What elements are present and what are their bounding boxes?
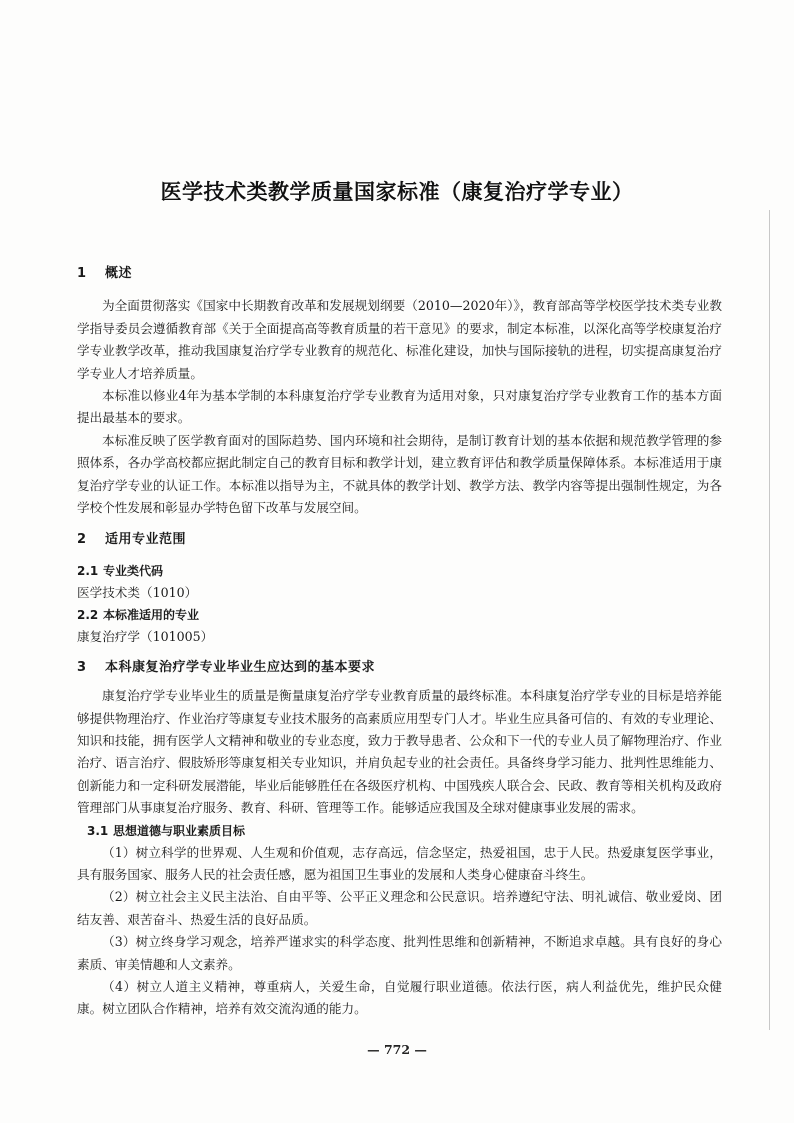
section-2-title: 适用专业范围 [105,532,187,548]
page-number: — 772 — [367,1042,427,1057]
section-1-paragraph-2: 本标准以修业4年为基本学制的本科康复治疗学专业教育为适用对象，只对康复治疗学专业教育工作的基本方面提出最基本的要求。 [77,388,722,426]
section-2-2-title: 本标准适用的专业 [103,608,200,623]
section-2-1-heading [77,560,722,582]
scan-edge-line [769,210,770,1030]
section-1-number: 1 [77,266,87,281]
section-3-intro: 康复治疗学专业毕业生的质量是衡量康复治疗学专业教育质量的最终标准。本科康复治疗学专业的目标是培养能够提供物理治疗、作业治疗等康复专业技术服务的高素质应用型专门人才。毕业生应具备可信的、有效的专业理论、知识和技能，拥有医学人文精神和敬业的专业态度，致力于教导患者、公众和下一代的专业人员了解物理治疗、作业治疗、语言治疗、假肢矫形等康复相关专业知识，并肩负起专业的社会责任。具备终身学习能力、批判性思维能力、创新能力和一定科研发展潜能，毕业后能够胜任在各级医疗机构、中国残疾人联合会、民政、教育等相关机构及政府管理部门从事康复治疗服务、教育、科研、管理等工作。能够适应我国及全球对健康事业发展的需求。 [77,688,722,816]
document-body [77,263,722,1021]
section-2-2-number: 2.2 [77,608,99,623]
section-1-paragraph-1: 为全面贯彻落实《国家中长期教育改革和发展规划纲要（2010—2020年）》，教育部高等学校医学技术类专业教学指导委员会遵循教育部《关于全面提高高等教育质量的若干意见》的要求，制定本标准，以深化高等学校康复治疗学专业教学改革，推动我国康复治疗学专业教育的规范化、标准化建设，加快与国际接轨的进程，切实提高康复治疗学专业人才培养质量。 [77,298,722,381]
section-2-2-text: 康复治疗学（101005） [77,629,214,645]
section-3-1-number: 3.1 [87,823,109,838]
section-1-heading [77,263,722,285]
section-2-1-text: 医学技术类（1010） [77,584,198,600]
section-3-number: 3 [77,659,87,675]
section-3-heading [77,657,722,679]
section-2-1-title: 专业类代码 [103,563,164,578]
section-2-heading [77,529,722,551]
section-1-title: 概述 [105,266,133,281]
section-1-paragraph-3: 本标准反映了医学教育面对的国际趋势、国内环境和社会期待，是制订教育计划的基本依据和规范教学管理的参照体系，各办学高校都应据此制定自己的教育目标和教学计划，建立教育评估和教学质量保障体系。本标准适用于康复治疗学专业的认证工作。本标准以指导为主，不就具体的教学计划、教学方法、教学内容等提出强制性规定，为各学校个性发展和彰显办学特色留下改革与发展空间。 [77,432,722,516]
section-3-1-item-2: （2）树立社会主义民主法治、自由平等、公平正义理念和公民意识。培养遵纪守法、明礼诚信、敬业爱岗、团结友善、艰苦奋斗、热爱生活的良好品质。 [77,889,722,927]
section-3-1-item-4: （4）树立人道主义精神，尊重病人，关爱生命，自觉履行职业道德。依法行医，病人利益优先，维护民众健康。树立团队合作精神，培养有效交流沟通的能力。 [77,978,722,1017]
section-3-title: 本科康复治疗学专业毕业生应达到的基本要求 [105,659,376,675]
section-3-1-title: 思想道德与职业素质目标 [113,823,246,838]
section-2-number: 2 [77,532,87,548]
section-3-1-heading [77,820,722,842]
document-title: 医学技术类教学质量国家标准（康复治疗学专业） [160,180,634,204]
section-2-2-heading [77,604,722,626]
section-2-1-number: 2.1 [77,563,99,578]
section-3-1-item-3: （3）树立终身学习观念，培养严谨求实的科学态度、批判性思维和创新精神，不断追求卓越。具有良好的身心素质、审美情趣和人文素养。 [77,934,722,972]
section-3-1-item-1: （1）树立科学的世界观、人生观和价值观，志存高远，信念坚定，热爱祖国，忠于人民。热爱康复医学事业，具有服务国家、服务人民的社会责任感，愿为祖国卫生事业的发展和人类身心健康奋斗终生。 [77,844,722,882]
